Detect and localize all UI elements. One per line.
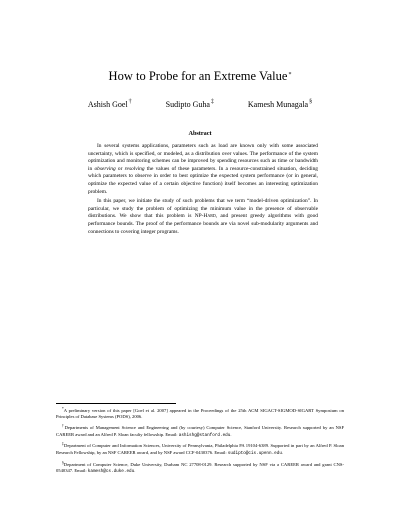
author-footnote-mark: † (128, 99, 132, 105)
author-guha (166, 97, 214, 110)
abstract-text: In this paper, we initiate the study of such problems that we term “model-driven optimization”. In particular, we study the problem of optimizing the minimum value in the presence of observable distributions. We show that this problem is NP- (88, 198, 318, 220)
email-address: kamesh@cs.duke.edu (87, 469, 135, 475)
footnote-preliminary-version (56, 406, 344, 421)
footnotes (56, 406, 344, 478)
abstract-body (88, 143, 318, 238)
abstract-paragraph-1 (88, 143, 318, 196)
footnote-text: . (281, 449, 284, 455)
footnote-mark: ‡ (62, 442, 65, 447)
abstract-text: , and present greedy algorithms with good performance bounds. The proof of the performance bounds are via novel sub-modularity arguments and connections to covering integer programs. (88, 213, 319, 235)
author-name: Sudipto Guha (165, 100, 210, 109)
email-address: sudipto@cis.upenn.edu (227, 450, 282, 456)
abstract-text: In several systems applications, parameters such as load are known only with some associated uncertainty, which is specified, or modeled, as a distribution over values. The performance of the system optimization and monitoring schemes can be improved by spending resources such as time or bandwidth in (88, 143, 318, 172)
footnote-text: Department of Computer and Information Sciences, University of Pennsylvania, Philadelphia PA 19104-6389. Supported in part by an Alfred P. Sloan Research Fellowship, by an NSF CAREER award, and by NSF award CCF-0430376. Email: (56, 443, 345, 455)
author-footnote-mark: ‡ (210, 99, 214, 105)
abstract-text: or (115, 165, 125, 172)
abstract-emphasis: resolving (124, 165, 145, 172)
footnote-mark: * (62, 407, 64, 411)
author-footnote-mark: § (309, 99, 313, 105)
footnote-mark: † (62, 424, 65, 429)
author-munagala (248, 97, 312, 110)
footnote-text: . (134, 468, 136, 474)
footnote-rule (56, 403, 176, 404)
footnote-goel (56, 423, 344, 439)
abstract-smallcaps: Hard (203, 213, 216, 220)
abstract-paragraph-2 (88, 198, 318, 236)
email-address: ashishg@stanford.edu (178, 432, 231, 438)
title-text: How to Probe for an Extreme Value (108, 69, 288, 83)
footnote-mark: § (62, 460, 64, 465)
footnote-text: A preliminary version of this paper [Goel et al. 2007] appeared in the Proceedings of the 25th ACM SIGACT-SIGMOD-SIGART Symposium on Principles of Database Systems (PODS), 2006. (56, 408, 344, 420)
author-name: Ashish Goel (87, 100, 128, 109)
footnote-text: Department of Computer Science, Duke University, Durham NC 27708-0129. Research supported by NSF via a CAREER award and grant CNS-0540347. Email: (56, 461, 344, 474)
author-name: Kamesh Munagala (247, 100, 309, 109)
footnote-text: . (230, 431, 232, 437)
abstract-emphasis: observing (94, 165, 116, 172)
title-footnote-mark: * (288, 72, 292, 78)
author-list (0, 97, 400, 110)
footnote-guha (56, 441, 344, 457)
footnote-munagala (56, 460, 344, 476)
author-goel (88, 97, 132, 110)
abstract-heading: Abstract (188, 130, 212, 137)
paper-title (0, 68, 400, 83)
footnote-text: Departments of Management Science and Engineering and (by courtesy) Computer Science, Stanford University. Research supported by an NSF CAREER award and an Alfred P. Sloan faculty fellowship. Email: (56, 425, 344, 437)
abstract-text: the values of these parameters. In a resource-constrained situation, deciding which parameters to observe in order to best optimize the expected system performance (or in general, optimize the expected value of a certain objective function) itself becomes an interesting optimization problem. (88, 165, 319, 195)
